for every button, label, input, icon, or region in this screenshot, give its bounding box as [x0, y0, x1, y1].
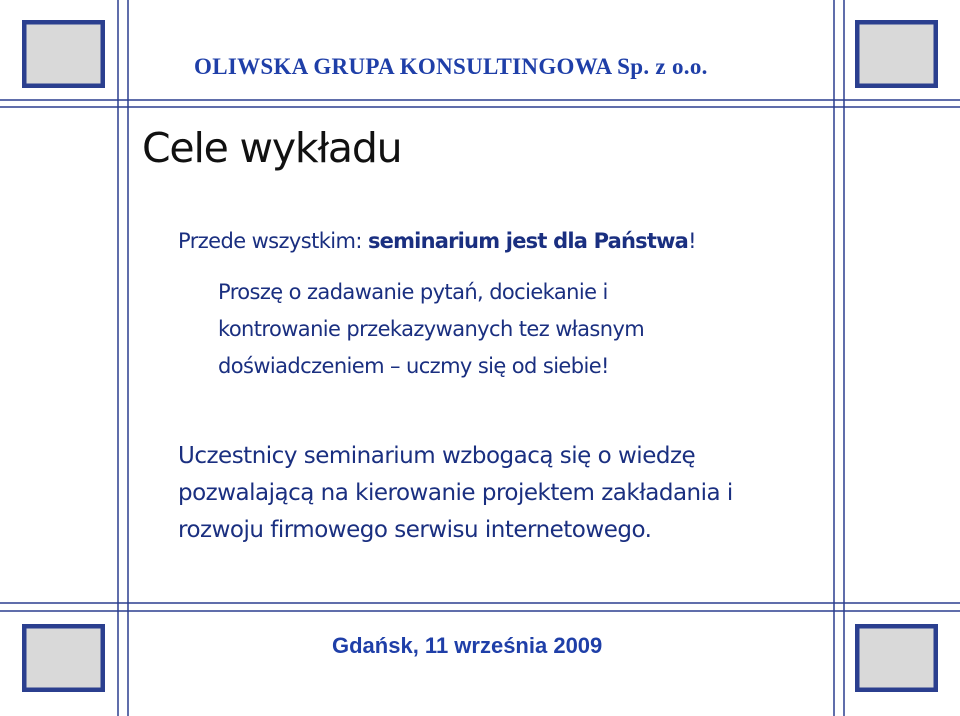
- corner-box-bottom-right: [855, 624, 938, 692]
- company-name: OLIWSKA GRUPA KONSULTINGOWA Sp. z o.o.: [194, 54, 708, 79]
- request-paragraph: [218, 274, 644, 385]
- corner-box-top-left: [22, 20, 105, 88]
- intro-paragraph: [178, 229, 696, 253]
- outcome-line: rozwoju firmowego serwisu internetowego.: [178, 517, 652, 543]
- outcome-paragraph: [178, 438, 733, 549]
- intro-prefix: Przede wszystkim:: [178, 229, 368, 253]
- request-line: kontrowanie przekazywanych tez własnym: [218, 317, 645, 341]
- slide-title: Cele wykładu: [142, 124, 402, 172]
- intro-bold: seminarium jest dla Państwa: [367, 229, 689, 253]
- outcome-line: Uczestnicy seminarium wzbogacą się o wiedzę: [178, 443, 696, 469]
- intro-suffix: !: [688, 229, 696, 253]
- request-line: Proszę o zadawanie pytań, dociekanie i: [218, 280, 608, 304]
- request-line: doświadczeniem – uczmy się od siebie!: [218, 354, 609, 378]
- corner-box-top-right: [855, 20, 938, 88]
- footer-date: Gdańsk, 11 września 2009: [332, 633, 603, 658]
- outcome-line: pozwalającą na kierowanie projektem zakładania i: [178, 480, 733, 506]
- corner-box-bottom-left: [22, 624, 105, 692]
